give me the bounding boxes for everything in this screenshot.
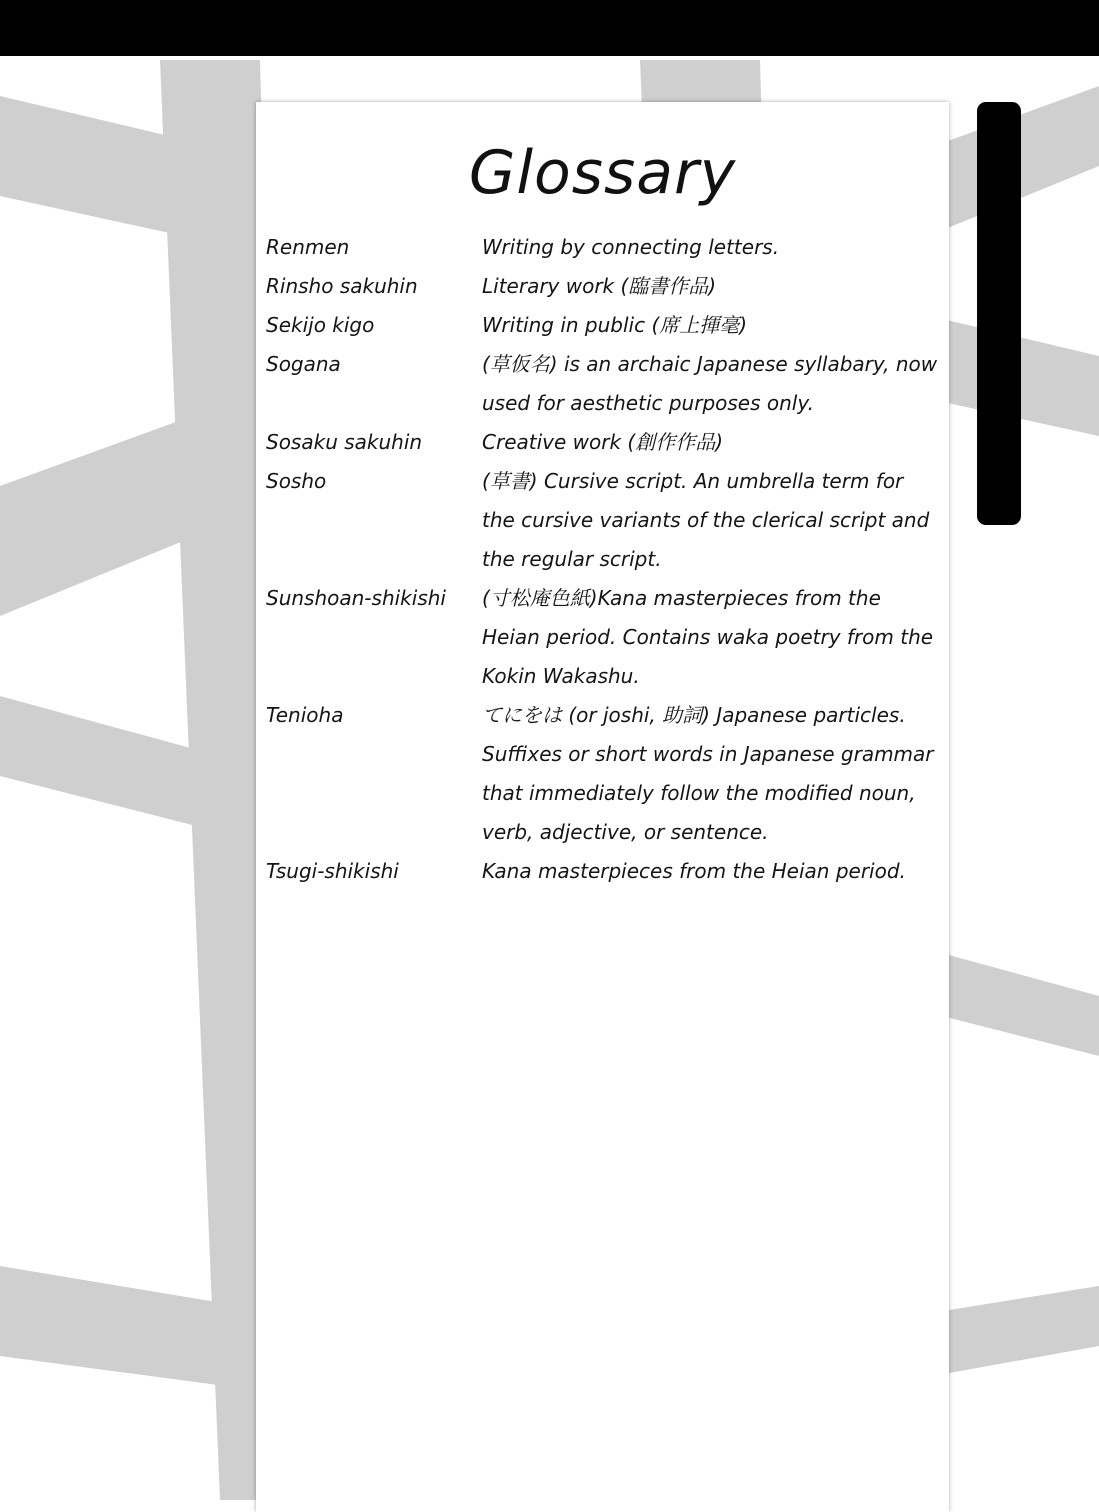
glossary-definition: Literary work (臨書作品) bbox=[482, 274, 717, 298]
glossary-entry bbox=[266, 267, 946, 306]
glossary-term: Tsugi-shikishi bbox=[266, 859, 399, 883]
glossary-content bbox=[256, 0, 949, 1500]
glossary-entry bbox=[266, 423, 946, 462]
glossary-term: Sosho bbox=[266, 469, 327, 493]
glossary-term: Sogana bbox=[266, 352, 341, 376]
glossary-definition: Creative work (創作作品) bbox=[482, 430, 724, 454]
glossary-definition: Writing in public (席上揮毫) bbox=[482, 313, 748, 337]
glossary-entry bbox=[266, 579, 946, 696]
glossary-entry bbox=[266, 228, 946, 267]
glossary-list bbox=[266, 228, 946, 891]
glossary-definition: てにをは (or joshi, 助詞) Japanese particles. Suffixes or short words in Japanese grammar that immediately follow the modified noun, verb, adjective, or sentence. bbox=[482, 703, 934, 844]
glossary-entry bbox=[266, 345, 946, 423]
glossary-definition: (寸松庵色紙)Kana masterpieces from the Heian period. Contains waka poetry from the Kokin Wakashu. bbox=[482, 586, 934, 688]
side-black-tab bbox=[977, 102, 1021, 525]
glossary-definition: (草仮名) is an archaic Japanese syllabary, now used for aesthetic purposes only. bbox=[482, 352, 938, 415]
glossary-term: Tenioha bbox=[266, 703, 344, 727]
glossary-entry bbox=[266, 462, 946, 579]
glossary-term: Sekijo kigo bbox=[266, 313, 375, 337]
glossary-definition: Writing by connecting letters. bbox=[482, 235, 780, 259]
glossary-term: Sunshoan-shikishi bbox=[266, 586, 446, 610]
glossary-term: Sosaku sakuhin bbox=[266, 430, 423, 454]
glossary-term: Rinsho sakuhin bbox=[266, 274, 418, 298]
glossary-entry bbox=[266, 852, 946, 891]
glossary-term: Renmen bbox=[266, 235, 350, 259]
glossary-entry bbox=[266, 306, 946, 345]
glossary-definition: Kana masterpieces from the Heian period. bbox=[482, 859, 906, 883]
glossary-definition: (草書) Cursive script. An umbrella term for the cursive variants of the clerical script and the regular script. bbox=[482, 469, 930, 571]
page-title: Glossary bbox=[468, 138, 737, 208]
glossary-entry bbox=[266, 696, 946, 852]
